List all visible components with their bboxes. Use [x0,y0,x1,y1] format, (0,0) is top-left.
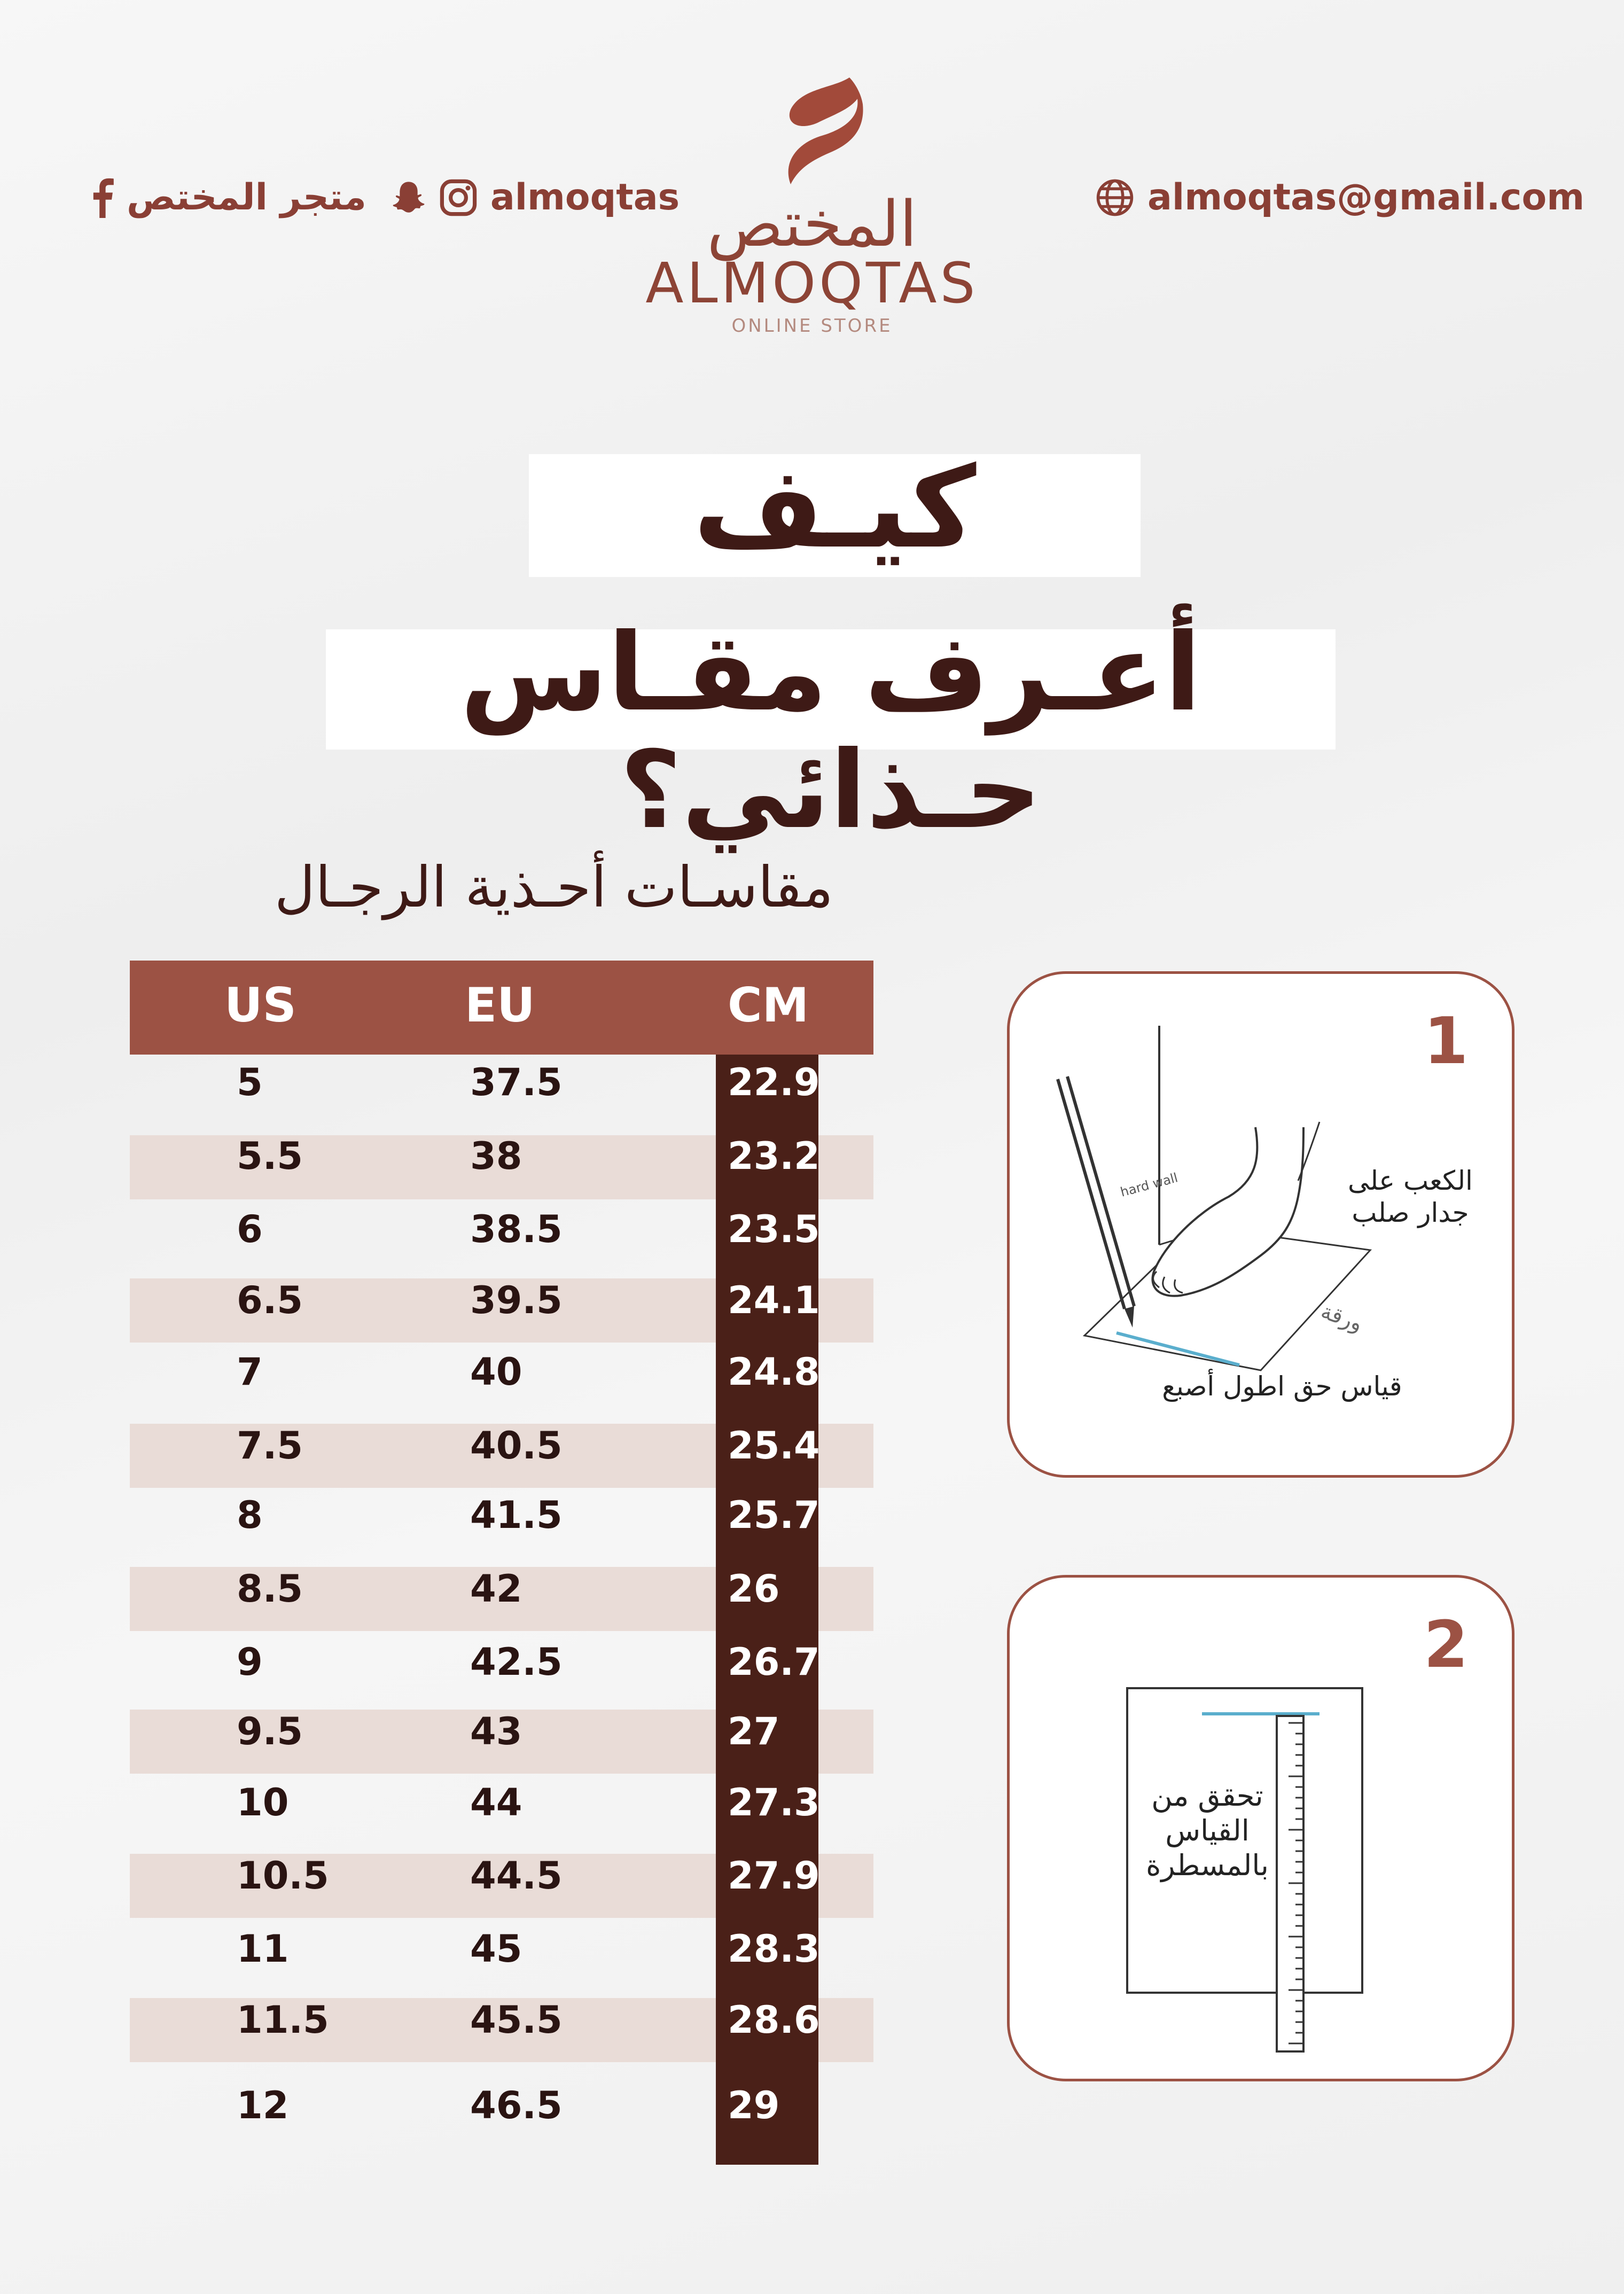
column-header-us: US [224,978,296,1033]
us-size-cell: 12 [237,2084,289,2127]
eu-size-cell: 42 [470,1567,522,1611]
page-title-line-1: كيـف [693,442,977,573]
page-title-line-2: أعـرف مقـاس حـذائي؟ [460,611,1201,853]
social-handle[interactable]: almoqtas [490,176,680,219]
logo-tagline: ONLINE STORE [731,315,893,337]
eu-size-cell: 37.5 [470,1060,563,1104]
eu-size-cell: 44.5 [470,1854,563,1898]
eu-size-cell: 38.5 [470,1207,563,1251]
us-size-cell: 11 [237,1927,289,1971]
column-header-cm: CM [728,978,809,1033]
us-size-cell: 5 [237,1060,263,1104]
snapchat-icon[interactable] [389,178,428,217]
cm-size-cell: 23.5 [728,1207,820,1251]
cm-size-cell: 27.3 [728,1781,820,1824]
us-size-cell: 5.5 [237,1134,303,1178]
us-size-cell: 7.5 [237,1424,303,1468]
toe-note: قياس حق اطول أصبع [1162,1371,1402,1402]
cm-size-cell: 29 [728,2084,780,2127]
email-link[interactable]: almoqtas@gmail.com [1147,176,1585,219]
eu-size-cell: 44 [470,1781,522,1824]
column-header-eu: EU [465,978,535,1033]
email-contact [1095,176,1584,219]
step-2-number: 2 [1424,1608,1469,1682]
eu-size-cell: 43 [470,1710,522,1753]
us-size-cell: 9.5 [237,1710,303,1753]
instagram-icon[interactable] [439,178,478,217]
us-size-cell: 6.5 [237,1278,303,1322]
us-size-cell: 8 [237,1493,263,1537]
cm-size-cell: 25.4 [728,1424,820,1468]
cm-size-cell: 26 [728,1567,780,1611]
facebook-icon[interactable] [88,177,115,218]
cm-size-cell: 24.1 [728,1278,820,1322]
eu-size-cell: 46.5 [470,2084,563,2127]
logo-english: ALMOQTAS [645,251,979,316]
us-size-cell: 7 [237,1350,263,1394]
logo-arabic: المختص [707,187,917,261]
eu-size-cell: 42.5 [470,1640,563,1684]
cm-size-cell: 22.9 [728,1060,820,1104]
cm-size-cell: 26.7 [728,1640,820,1684]
eu-size-cell: 40.5 [470,1424,563,1468]
cm-size-cell: 23.2 [728,1134,820,1178]
cm-size-cell: 25.7 [728,1493,820,1537]
cm-size-cell: 28.6 [728,1998,820,2042]
eu-size-cell: 38 [470,1134,522,1178]
globe-icon [1095,178,1135,217]
us-size-cell: 9 [237,1640,263,1684]
wall-label: hard wall [1119,1170,1180,1200]
ruler-note: تحقق من القياس بالمسطرة [1146,1779,1269,1882]
facebook-store-name[interactable]: متجر المختص [127,176,366,219]
logo-mark-icon [769,72,871,187]
paper-label: ورقة [1317,1299,1366,1337]
us-size-cell: 10 [237,1781,289,1824]
cm-size-cell: 27 [728,1710,780,1753]
section-title: مقاسـات أحـذية الرجـال [274,855,833,920]
us-size-cell: 6 [237,1207,263,1251]
eu-size-cell: 39.5 [470,1278,563,1322]
heel-note: الكعب على جدار صلب [1348,1165,1473,1228]
cm-size-cell: 27.9 [728,1854,820,1898]
us-size-cell: 11.5 [237,1998,329,2042]
us-size-cell: 8.5 [237,1567,303,1611]
eu-size-cell: 45.5 [470,1998,563,2042]
eu-size-cell: 41.5 [470,1493,563,1537]
eu-size-cell: 40 [470,1350,522,1394]
cm-size-cell: 24.8 [728,1350,820,1394]
social-contacts [88,176,680,219]
us-size-cell: 10.5 [237,1854,329,1898]
step-1-number: 1 [1424,1004,1469,1079]
eu-size-cell: 45 [470,1927,522,1971]
cm-size-cell: 28.3 [728,1927,820,1971]
